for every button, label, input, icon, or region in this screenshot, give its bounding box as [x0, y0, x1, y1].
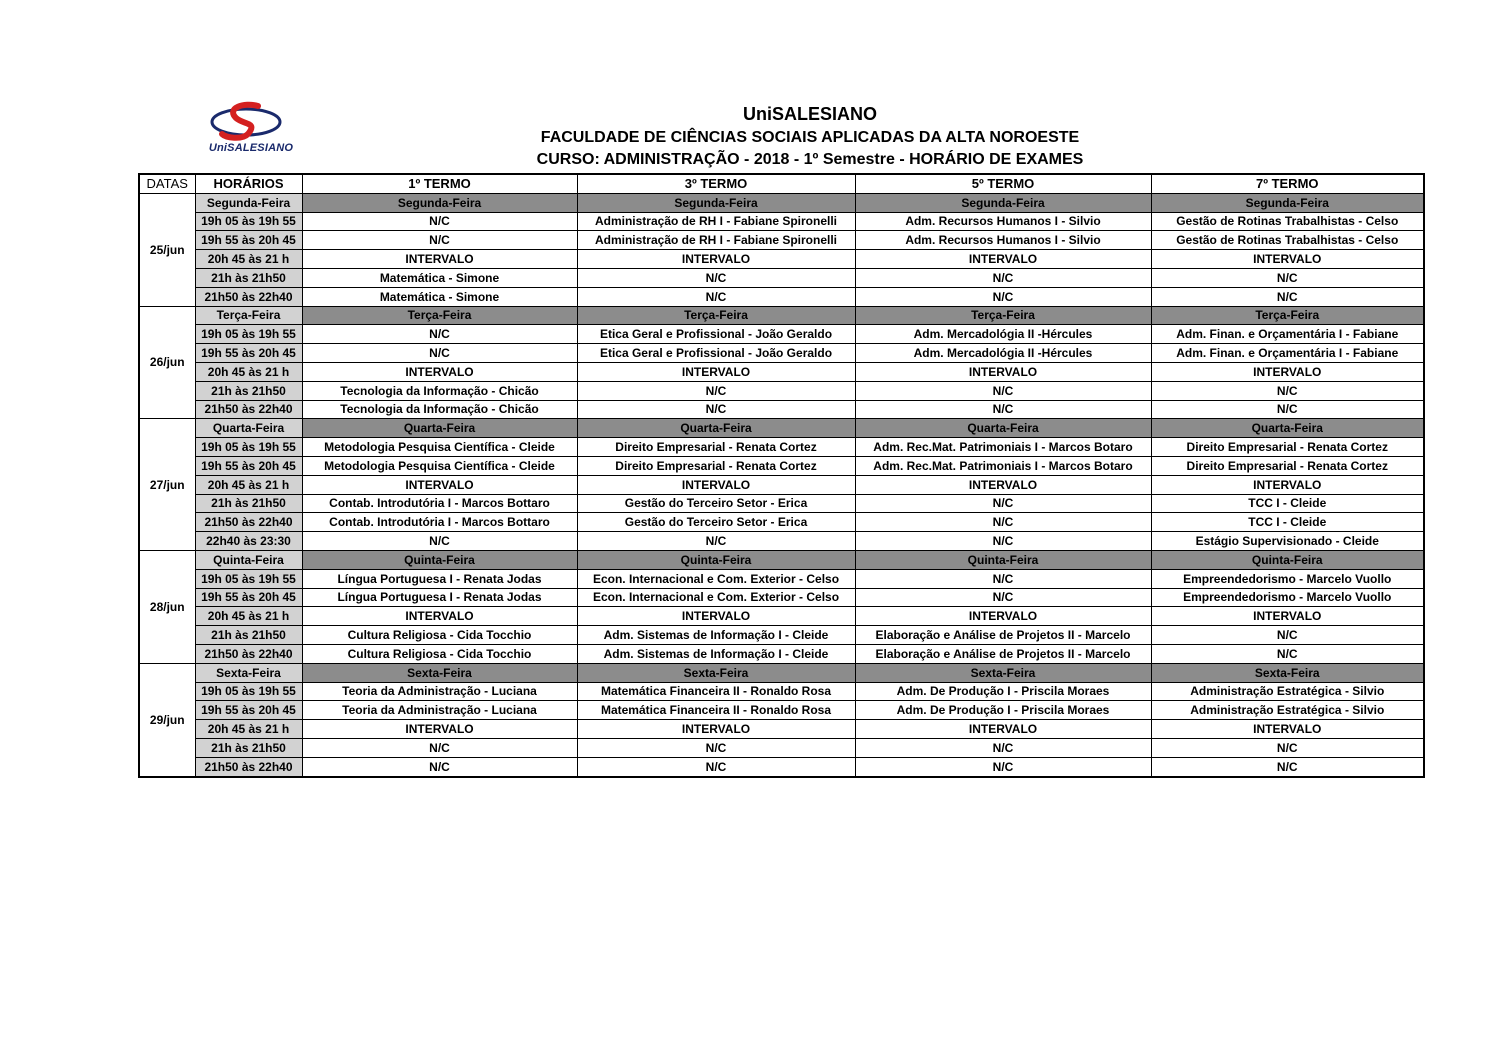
course-cell: N/C [855, 588, 1151, 607]
course-cell: INTERVALO [302, 250, 577, 269]
course-cell: N/C [1151, 626, 1424, 645]
time-slot: 21h50 às 22h40 [195, 513, 302, 532]
table-row [139, 325, 1424, 344]
course-cell: N/C [855, 513, 1151, 532]
weekday-row [139, 663, 1424, 682]
time-slot: 21h50 às 22h40 [195, 757, 302, 776]
course-cell: N/C [855, 569, 1151, 588]
course-cell: INTERVALO [577, 607, 855, 626]
weekday-banner: Segunda-Feira [1151, 193, 1424, 212]
course-cell: Adm. Sistemas de Informação I - Cleide [577, 644, 855, 663]
faculty-name: FACULDADE DE CIÊNCIAS SOCIAIS APLICADAS DA ALTA NOROESTE [540, 129, 1080, 146]
time-slot: 20h 45 às 21 h [195, 250, 302, 269]
exam-schedule-table [138, 173, 1425, 778]
course-cell: Adm. De Produção I - Priscila Moraes [855, 701, 1151, 720]
table-row [139, 532, 1424, 551]
time-slot: 19h 05 às 19h 55 [195, 569, 302, 588]
course-cell: Direito Empresarial - Renata Cortez [577, 456, 855, 475]
course-cell: Adm. De Produção I - Priscila Moraes [855, 682, 1151, 701]
table-row [139, 701, 1424, 720]
course-cell: N/C [302, 738, 577, 757]
course-cell: N/C [855, 738, 1151, 757]
course-cell: Tecnologia da Informação - Chicão [302, 400, 577, 419]
course-cell: Cultura Religiosa - Cida Tocchio [302, 644, 577, 663]
course-cell: Adm. Mercadológia II -Hércules [855, 325, 1151, 344]
table-row [139, 682, 1424, 701]
course-cell: Administração Estratégica - Silvio [1151, 682, 1424, 701]
column-header-datas: DATAS [139, 174, 195, 193]
course-cell: Econ. Internacional e Com. Exterior - Celso [577, 588, 855, 607]
date-cell: 27/jun [139, 419, 195, 551]
time-slot: 20h 45 às 21 h [195, 475, 302, 494]
table-row [139, 287, 1424, 306]
course-cell: N/C [577, 532, 855, 551]
weekday-banner: Quinta-Feira [577, 550, 855, 569]
course-cell: Adm. Recursos Humanos I - Silvio [855, 231, 1151, 250]
time-slot: 21h às 21h50 [195, 381, 302, 400]
table-row [139, 381, 1424, 400]
course-cell: INTERVALO [855, 362, 1151, 381]
time-slot: 21h às 21h50 [195, 626, 302, 645]
time-slot: 19h 55 às 20h 45 [195, 344, 302, 363]
course-cell: Adm. Finan. e Orçamentária I - Fabiane [1151, 344, 1424, 363]
logo-text: UniSALESIANO [208, 142, 294, 154]
course-cell: N/C [302, 231, 577, 250]
course-cell: Etica Geral e Profissional - João Geraldo [577, 344, 855, 363]
time-slot: 20h 45 às 21 h [195, 607, 302, 626]
course-cell: N/C [302, 212, 577, 231]
course-cell: INTERVALO [577, 720, 855, 739]
table-row [139, 456, 1424, 475]
course-cell: N/C [302, 344, 577, 363]
column-header-horarios: HORÁRIOS [195, 174, 302, 193]
course-cell: N/C [1151, 287, 1424, 306]
course-cell: Matemática Financeira II - Ronaldo Rosa [577, 701, 855, 720]
course-cell: Adm. Rec.Mat. Patrimoniais I - Marcos Botaro [855, 456, 1151, 475]
date-cell: 29/jun [139, 663, 195, 776]
time-slot: 19h 55 às 20h 45 [195, 701, 302, 720]
table-row [139, 513, 1424, 532]
table-row [139, 494, 1424, 513]
date-cell: 25/jun [139, 193, 195, 306]
weekday-label: Terça-Feira [195, 306, 302, 325]
course-cell: INTERVALO [1151, 607, 1424, 626]
table-row [139, 400, 1424, 419]
time-slot: 21h às 21h50 [195, 494, 302, 513]
weekday-banner: Segunda-Feira [302, 193, 577, 212]
time-slot: 19h 55 às 20h 45 [195, 231, 302, 250]
column-header-termo-1: 1º TERMO [302, 174, 577, 193]
unisalesiano-logo [196, 100, 306, 160]
time-slot: 20h 45 às 21 h [195, 362, 302, 381]
course-cell: N/C [1151, 738, 1424, 757]
course-cell: INTERVALO [855, 607, 1151, 626]
course-cell: Adm. Recursos Humanos I - Silvio [855, 212, 1151, 231]
table-row [139, 344, 1424, 363]
weekday-banner: Terça-Feira [855, 306, 1151, 325]
table-row [139, 362, 1424, 381]
weekday-banner: Quarta-Feira [1151, 419, 1424, 438]
weekday-row [139, 550, 1424, 569]
course-cell: N/C [855, 400, 1151, 419]
course-cell: N/C [577, 268, 855, 287]
weekday-banner: Segunda-Feira [855, 193, 1151, 212]
course-cell: N/C [577, 738, 855, 757]
course-cell: TCC I - Cleide [1151, 513, 1424, 532]
document-title: UniSALESIANO [742, 104, 877, 124]
course-cell: Gestão do Terceiro Setor - Erica [577, 494, 855, 513]
course-cell: INTERVALO [855, 250, 1151, 269]
course-cell: INTERVALO [1151, 475, 1424, 494]
course-cell: N/C [577, 287, 855, 306]
course-cell: Direito Empresarial - Renata Cortez [1151, 456, 1424, 475]
table-row [139, 738, 1424, 757]
weekday-label: Segunda-Feira [195, 193, 302, 212]
course-cell: N/C [302, 325, 577, 344]
course-cell: INTERVALO [1151, 720, 1424, 739]
weekday-banner: Terça-Feira [302, 306, 577, 325]
weekday-banner: Quinta-Feira [855, 550, 1151, 569]
time-slot: 19h 55 às 20h 45 [195, 456, 302, 475]
logo-swoosh-icon [196, 100, 306, 142]
course-cell: N/C [855, 268, 1151, 287]
time-slot: 19h 05 às 19h 55 [195, 212, 302, 231]
table-row [139, 475, 1424, 494]
course-cell: INTERVALO [302, 362, 577, 381]
course-cell: Matemática - Simone [302, 287, 577, 306]
table-row [139, 626, 1424, 645]
course-cell: INTERVALO [1151, 250, 1424, 269]
time-slot: 19h 55 às 20h 45 [195, 588, 302, 607]
course-cell: N/C [1151, 757, 1424, 776]
course-cell: INTERVALO [302, 720, 577, 739]
course-cell: Língua Portuguesa I - Renata Jodas [302, 588, 577, 607]
course-cell: INTERVALO [855, 475, 1151, 494]
course-cell: N/C [855, 494, 1151, 513]
course-cell: Adm. Finan. e Orçamentária I - Fabiane [1151, 325, 1424, 344]
course-cell: INTERVALO [577, 475, 855, 494]
weekday-banner: Sexta-Feira [855, 663, 1151, 682]
course-cell: Elaboração e Análise de Projetos II - Marcelo [855, 626, 1151, 645]
weekday-label: Sexta-Feira [195, 663, 302, 682]
course-cell: Empreendedorismo - Marcelo Vuollo [1151, 588, 1424, 607]
course-cell: Administração Estratégica - Silvio [1151, 701, 1424, 720]
course-cell: Elaboração e Análise de Projetos II - Marcelo [855, 644, 1151, 663]
date-cell: 26/jun [139, 306, 195, 419]
weekday-banner: Quarta-Feira [855, 419, 1151, 438]
time-slot: 19h 05 às 19h 55 [195, 682, 302, 701]
course-cell: TCC I - Cleide [1151, 494, 1424, 513]
course-cell: Contab. Introdutória I - Marcos Bottaro [302, 494, 577, 513]
weekday-banner: Quarta-Feira [577, 419, 855, 438]
date-cell: 28/jun [139, 550, 195, 663]
course-cell: Teoria da Administração - Luciana [302, 701, 577, 720]
weekday-row [139, 193, 1424, 212]
course-cell: N/C [855, 287, 1151, 306]
weekday-row [139, 306, 1424, 325]
time-slot: 22h40 às 23:30 [195, 532, 302, 551]
course-cell: N/C [577, 381, 855, 400]
course-cell: Contab. Introdutória I - Marcos Bottaro [302, 513, 577, 532]
time-slot: 21h às 21h50 [195, 268, 302, 287]
course-cell: Empreendedorismo - Marcelo Vuollo [1151, 569, 1424, 588]
course-cell: Adm. Mercadológia II -Hércules [855, 344, 1151, 363]
course-cell: INTERVALO [855, 720, 1151, 739]
course-cell: INTERVALO [302, 607, 577, 626]
course-cell: Econ. Internacional e Com. Exterior - Celso [577, 569, 855, 588]
table-row [139, 231, 1424, 250]
course-cell: Administração de RH I - Fabiane Spironelli [577, 231, 855, 250]
course-cell: N/C [855, 532, 1151, 551]
course-cell: INTERVALO [1151, 362, 1424, 381]
weekday-label: Quarta-Feira [195, 419, 302, 438]
course-cell: Metodologia Pesquisa Científica - Cleide [302, 438, 577, 457]
weekday-banner: Terça-Feira [577, 306, 855, 325]
course-cell: N/C [855, 757, 1151, 776]
course-cell: N/C [1151, 381, 1424, 400]
table-row [139, 438, 1424, 457]
time-slot: 19h 05 às 19h 55 [195, 325, 302, 344]
schedule-body [139, 193, 1424, 776]
course-cell: Gestão de Rotinas Trabalhistas - Celso [1151, 231, 1424, 250]
table-row [139, 720, 1424, 739]
course-cell: N/C [577, 757, 855, 776]
course-cell: N/C [1151, 400, 1424, 419]
table-row [139, 607, 1424, 626]
course-cell: N/C [302, 532, 577, 551]
time-slot: 21h50 às 22h40 [195, 644, 302, 663]
weekday-banner: Quarta-Feira [302, 419, 577, 438]
weekday-banner: Quinta-Feira [1151, 550, 1424, 569]
table-row [139, 644, 1424, 663]
course-cell: Gestão do Terceiro Setor - Erica [577, 513, 855, 532]
course-cell: Metodologia Pesquisa Científica - Cleide [302, 456, 577, 475]
course-cell: Etica Geral e Profissional - João Geraldo [577, 325, 855, 344]
time-slot: 21h50 às 22h40 [195, 400, 302, 419]
course-cell: N/C [855, 381, 1151, 400]
course-cell: Cultura Religiosa - Cida Tocchio [302, 626, 577, 645]
course-cell: Adm. Sistemas de Informação I - Cleide [577, 626, 855, 645]
weekday-banner: Segunda-Feira [577, 193, 855, 212]
table-row [139, 757, 1424, 776]
course-cell: N/C [302, 757, 577, 776]
table-row [139, 268, 1424, 287]
column-header-termo-7: 7º TERMO [1151, 174, 1424, 193]
weekday-banner: Terça-Feira [1151, 306, 1424, 325]
course-cell: N/C [1151, 644, 1424, 663]
course-cell: INTERVALO [302, 475, 577, 494]
course-cell: Matemática Financeira II - Ronaldo Rosa [577, 682, 855, 701]
time-slot: 21h50 às 22h40 [195, 287, 302, 306]
course-cell: Gestão de Rotinas Trabalhistas - Celso [1151, 212, 1424, 231]
course-cell: Teoria da Administração - Luciana [302, 682, 577, 701]
column-header-termo-5: 5º TERMO [855, 174, 1151, 193]
course-cell: Adm. Rec.Mat. Patrimoniais I - Marcos Botaro [855, 438, 1151, 457]
time-slot: 21h às 21h50 [195, 738, 302, 757]
course-cell: N/C [577, 400, 855, 419]
course-line: CURSO: ADMINISTRAÇÃO - 2018 - 1º Semestre - HORÁRIO DE EXAMES [536, 151, 1084, 168]
weekday-banner: Sexta-Feira [577, 663, 855, 682]
course-cell: Tecnologia da Informação - Chicão [302, 381, 577, 400]
table-row [139, 212, 1424, 231]
course-cell: Direito Empresarial - Renata Cortez [1151, 438, 1424, 457]
time-slot: 20h 45 às 21 h [195, 720, 302, 739]
weekday-label: Quinta-Feira [195, 550, 302, 569]
weekday-banner: Sexta-Feira [302, 663, 577, 682]
course-cell: INTERVALO [577, 362, 855, 381]
course-cell: Língua Portuguesa I - Renata Jodas [302, 569, 577, 588]
time-slot: 19h 05 às 19h 55 [195, 438, 302, 457]
course-cell: Administração de RH I - Fabiane Spironelli [577, 212, 855, 231]
course-cell: N/C [1151, 268, 1424, 287]
weekday-banner: Quinta-Feira [302, 550, 577, 569]
table-row [139, 569, 1424, 588]
course-cell: Estágio Supervisionado - Cleide [1151, 532, 1424, 551]
header-row [139, 174, 1424, 193]
course-cell: Matemática - Simone [302, 268, 577, 287]
column-header-termo-3: 3º TERMO [577, 174, 855, 193]
table-row [139, 588, 1424, 607]
course-cell: INTERVALO [577, 250, 855, 269]
table-row [139, 250, 1424, 269]
course-cell: Direito Empresarial - Renata Cortez [577, 438, 855, 457]
weekday-banner: Sexta-Feira [1151, 663, 1424, 682]
weekday-row [139, 419, 1424, 438]
